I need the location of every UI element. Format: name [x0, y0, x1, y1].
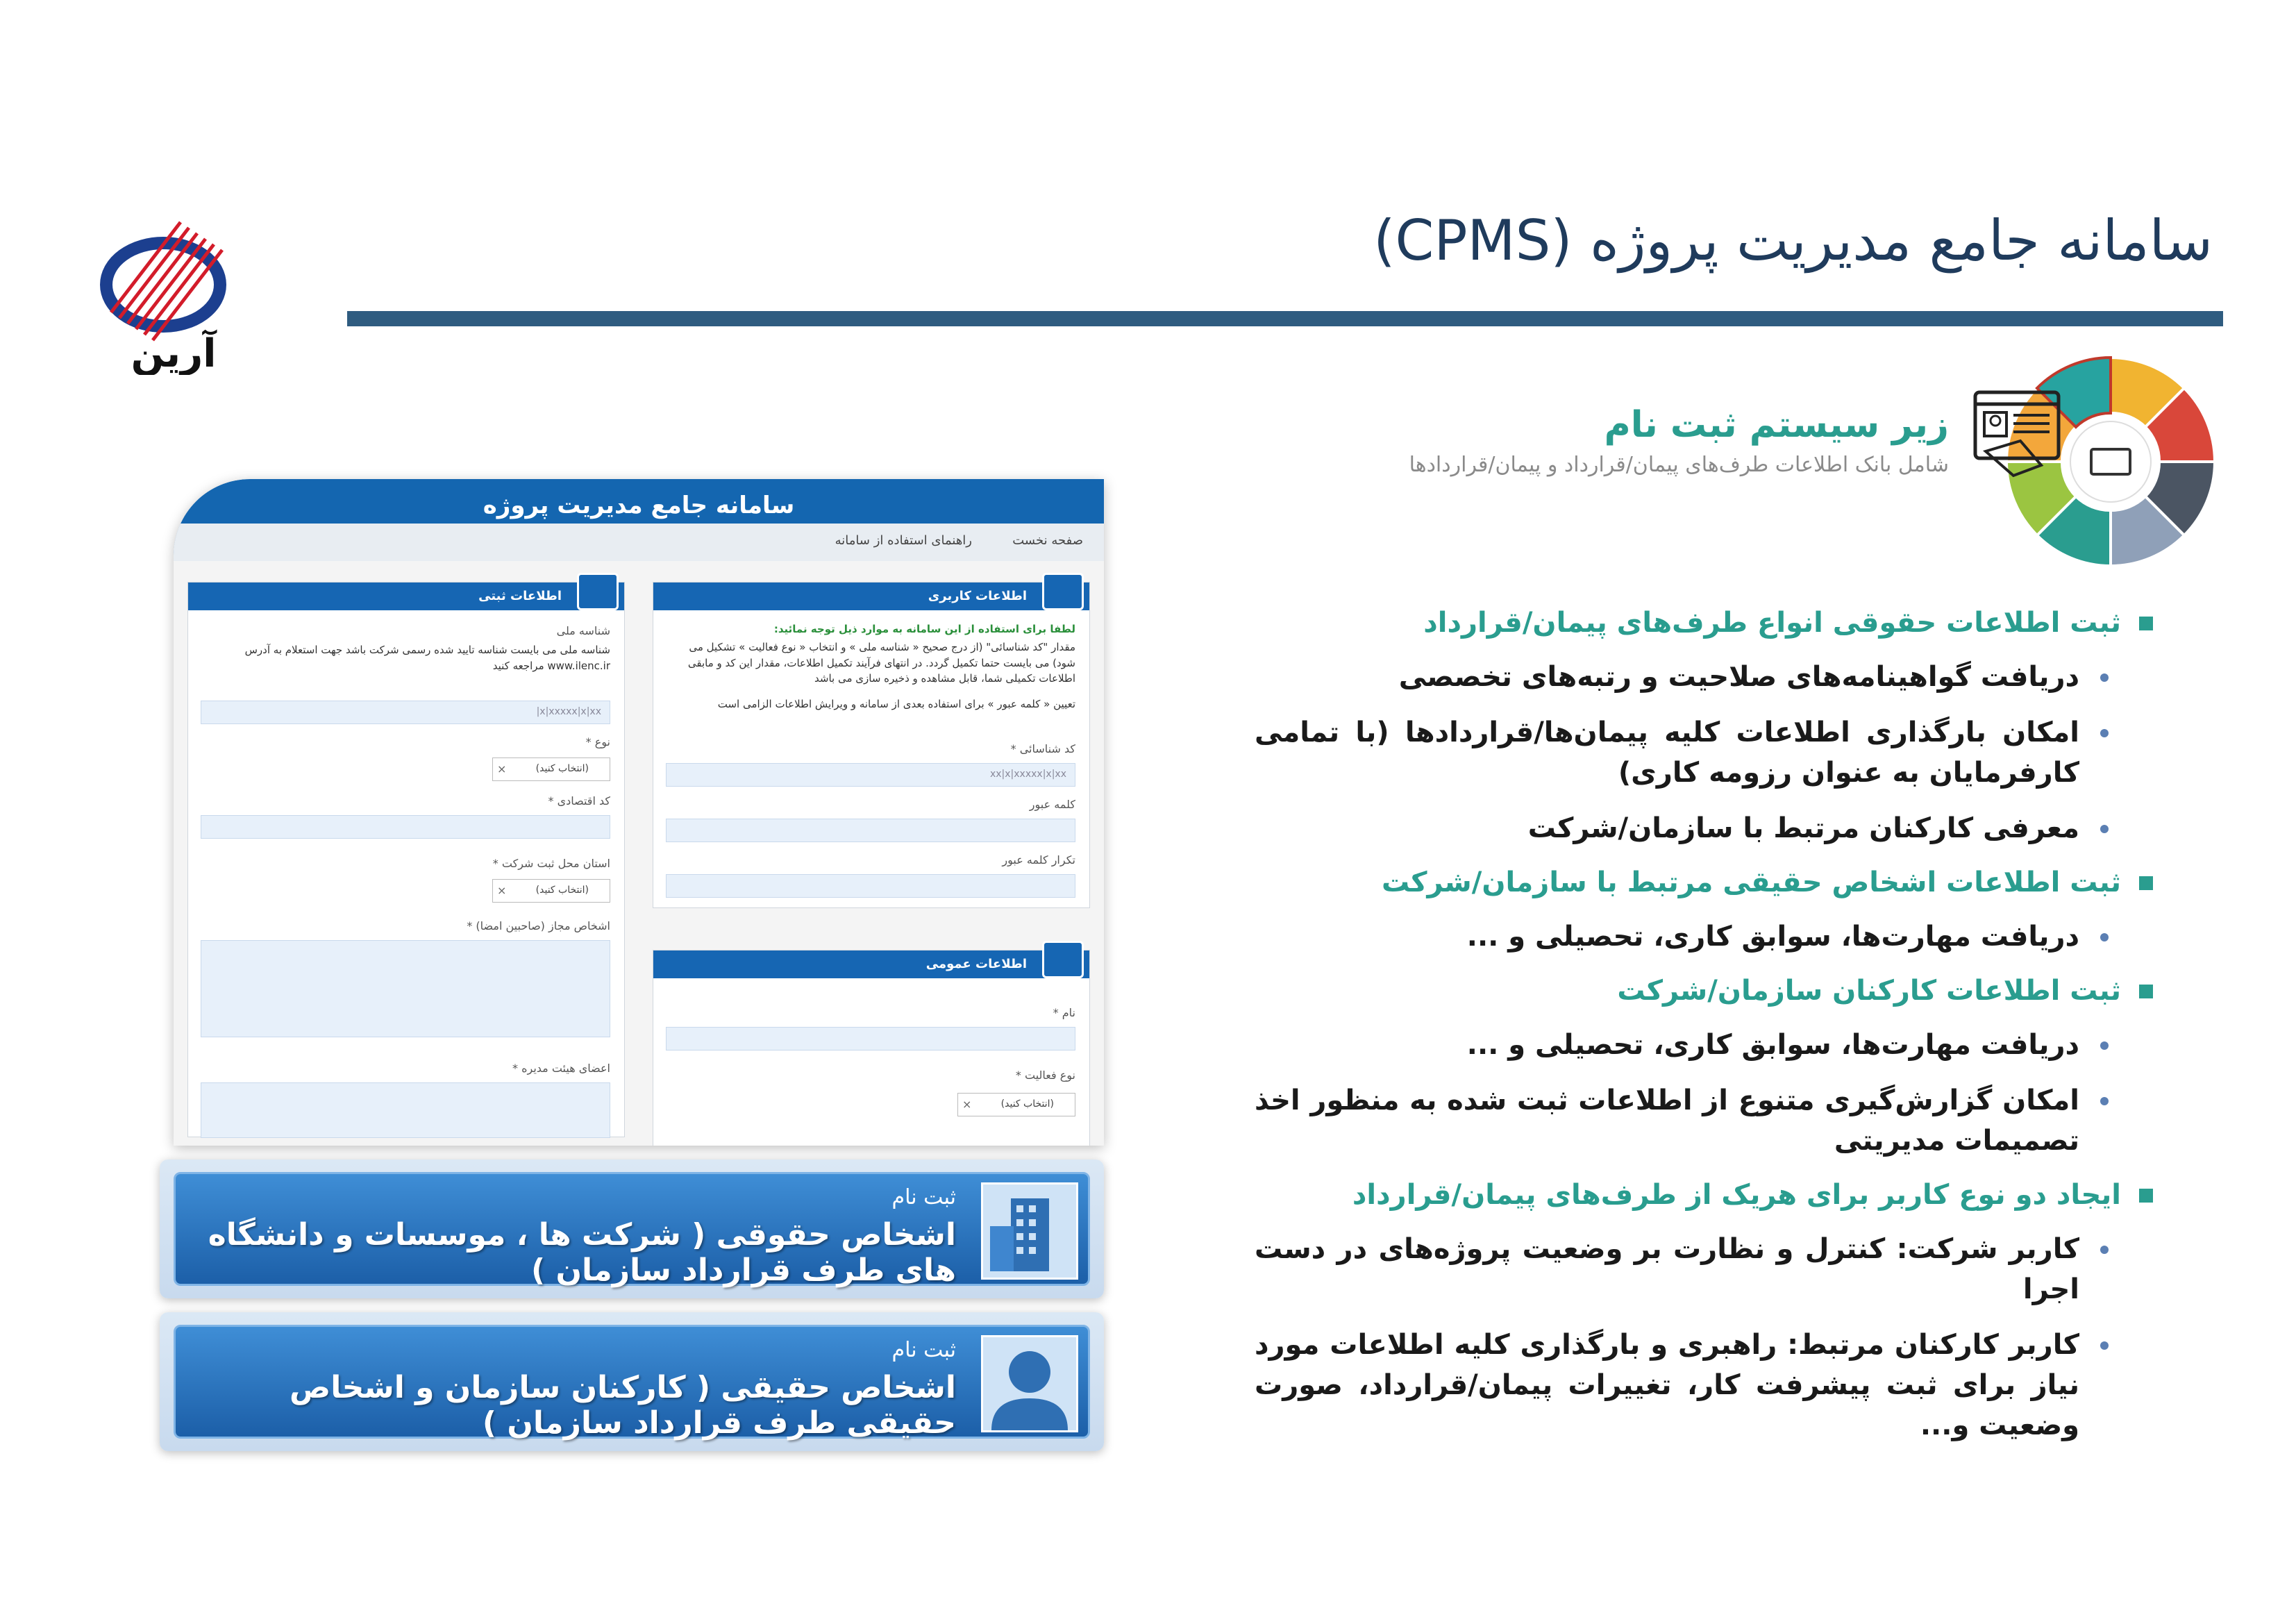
button-small-label: ثبت نام [891, 1185, 956, 1209]
register-natural-persons-button[interactable] [160, 1312, 1104, 1451]
user-icon [1042, 573, 1084, 610]
card-title: اطلاعات ثبتی [478, 589, 562, 603]
economic-code-label: کد اقتصادی * [548, 794, 610, 807]
registration-screenshot [160, 479, 1104, 1465]
notice-text: تعیین « کلمه عبور » برای استفاده بعدی از سامانه و ویرایش اطلاعات الزامی است [717, 698, 1075, 710]
economic-code-field[interactable] [201, 815, 610, 839]
bullet-item: کاربر کارکنان مرتبط: راهبری و بارگذاری کلیه اطلاعات مورد نیاز برای ثبت پیشرفت کار، تغییرات پیمان/قرارداد، صورت وضعیت و... [1255, 1325, 2115, 1446]
board-textarea[interactable] [201, 1082, 610, 1138]
board-label: اعضای هیئت مدیره * [512, 1062, 610, 1075]
password-repeat-field[interactable] [666, 874, 1075, 898]
activity-select[interactable]: (انتخاب کنید) × [957, 1093, 1075, 1116]
feature-bullets [1255, 604, 2157, 1461]
card-title: اطلاعات کاربری [928, 589, 1027, 603]
type-label: نوع * [585, 735, 610, 748]
notice-heading: لطفا برای استفاده از این سامانه به موارد ذیل توجه نمائید: [773, 623, 1075, 635]
signers-label: اشخاص مجاز (صاحبین امضا) * [467, 919, 610, 932]
province-select[interactable]: (انتخاب کنید) × [492, 879, 610, 903]
add-form-icon [577, 573, 619, 610]
password-repeat-label: تکرار کلمه عبور [1002, 853, 1075, 867]
name-field[interactable] [666, 1027, 1075, 1050]
national-id-note: شناسه ملی می بایست شناسه تایید شده رسمی شرکت باشد جهت استعلام به آدرس www.ilenc.ir مراجعه کنید [244, 644, 610, 672]
register-legal-persons-button[interactable] [160, 1160, 1104, 1298]
bullet-item: ثبت اطلاعات کارکنان سازمان/شرکت [1255, 972, 2157, 1010]
form-nav-bar [174, 524, 1104, 561]
province-label: استان محل ثبت شرکت * [492, 857, 610, 870]
bullet-item: ثبت اطلاعات اشخاص حقیقی مرتبط با سازمان/شرکت [1255, 864, 2157, 901]
bullet-item: امکان گزارش‌گیری متنوع از اطلاعات ثبت شده به منظور اخذ تصمیمات مدیریتی [1255, 1080, 2115, 1161]
bullet-item: دریافت مهارت‌ها، سوابق کاری، تحصیلی و ... [1255, 1025, 2115, 1065]
bullet-item: دریافت گواهینامه‌های صلاحیت و رتبه‌های تخصصی [1255, 657, 2115, 697]
name-label: نام * [1053, 1006, 1075, 1019]
id-label: کد شناسائی * [1010, 742, 1075, 755]
password-field[interactable] [666, 819, 1075, 842]
page-title: سامانه جامع مدیریت پروژه (CPMS) [1373, 208, 2213, 273]
form-body [174, 561, 1104, 1146]
form-title: سامانه جامع مدیریت پروژه [483, 492, 795, 519]
bullet-item: دریافت مهارت‌ها، سوابق کاری، تحصیلی و ... [1255, 916, 2115, 957]
registration-info-card [187, 582, 625, 1137]
logo-text: آرین [131, 331, 217, 375]
national-id-label: شناسه ملی [556, 624, 610, 637]
user-info-card [653, 582, 1090, 908]
bullet-item: ثبت اطلاعات حقوقی انواع طرف‌های پیمان/قرارداد [1255, 604, 2157, 642]
person-icon [981, 1335, 1078, 1432]
bullet-item: معرفی کارکنان مرتبط با سازمان/شرکت [1255, 808, 2115, 848]
company-logo [97, 208, 250, 375]
title-divider [347, 311, 2223, 326]
registration-form-icon [1972, 389, 2069, 479]
signers-textarea[interactable] [201, 940, 610, 1037]
bullet-item: کاربر شرکت: کنترل و نظارت بر وضعیت پروژه‌های در دست اجرا [1255, 1229, 2115, 1309]
nav-guide-link[interactable]: راهنمای استفاده از سامانه [835, 533, 972, 548]
activity-label: نوع فعالیت * [1015, 1069, 1075, 1082]
notice-text: مقدار "کد شناسائی" (از درج صحیح « شناسه ملی » و انتخاب « نوع فعالیت » تشکیل می شود) می بایست حتما تکمیل گردد. در انتهای فرآیند تکمیل اطلاعات، مقدار این کد و مابقی اطلاعات تکمیلی شما، قابل مشاهده و ذخیره سازی می باشد [687, 641, 1075, 685]
general-info-card [653, 950, 1090, 1146]
password-label: کلمه عبور [1029, 798, 1075, 811]
id-card-icon [1042, 941, 1084, 978]
id-field[interactable]: xx|x|xxxxx|x|xx [666, 763, 1075, 787]
bullet-item: ایجاد دو نوع کاربر برای هریک از طرف‌های پیمان/قرارداد [1255, 1176, 2157, 1214]
subsystem-description: شامل بانک اطلاعات طرف‌های پیمان/قرارداد و پیمان/قراردادها [1409, 453, 1949, 477]
registration-form-window [174, 479, 1104, 1146]
button-main-label: اشخاص حقیقی ( کارکنان سازمان و اشخاص حقیقی طرف قرارداد سازمان ) [290, 1370, 956, 1441]
button-small-label: ثبت نام [891, 1338, 956, 1362]
button-main-label: اشخاص حقوقی ( شرکت ها ، موسسات و دانشگاه های طرف قرارداد سازمان ) [208, 1217, 956, 1288]
subsystem-title: زیر سیستم ثبت نام [1604, 404, 1949, 446]
national-id-field[interactable]: |x|xxxxx|x|xx [201, 701, 610, 724]
nav-home-link[interactable]: صفحه نخست [1012, 533, 1083, 548]
building-icon [981, 1182, 1078, 1280]
bullet-item: امکان بارگذاری اطلاعات کلیه پیمان‌ها/قراردادها (با تمامی کارفرمایان به عنوان رزومه کاری) [1255, 712, 2115, 793]
card-title: اطلاعات عمومی [925, 957, 1027, 971]
type-select[interactable]: (انتخاب کنید) × [492, 757, 610, 781]
